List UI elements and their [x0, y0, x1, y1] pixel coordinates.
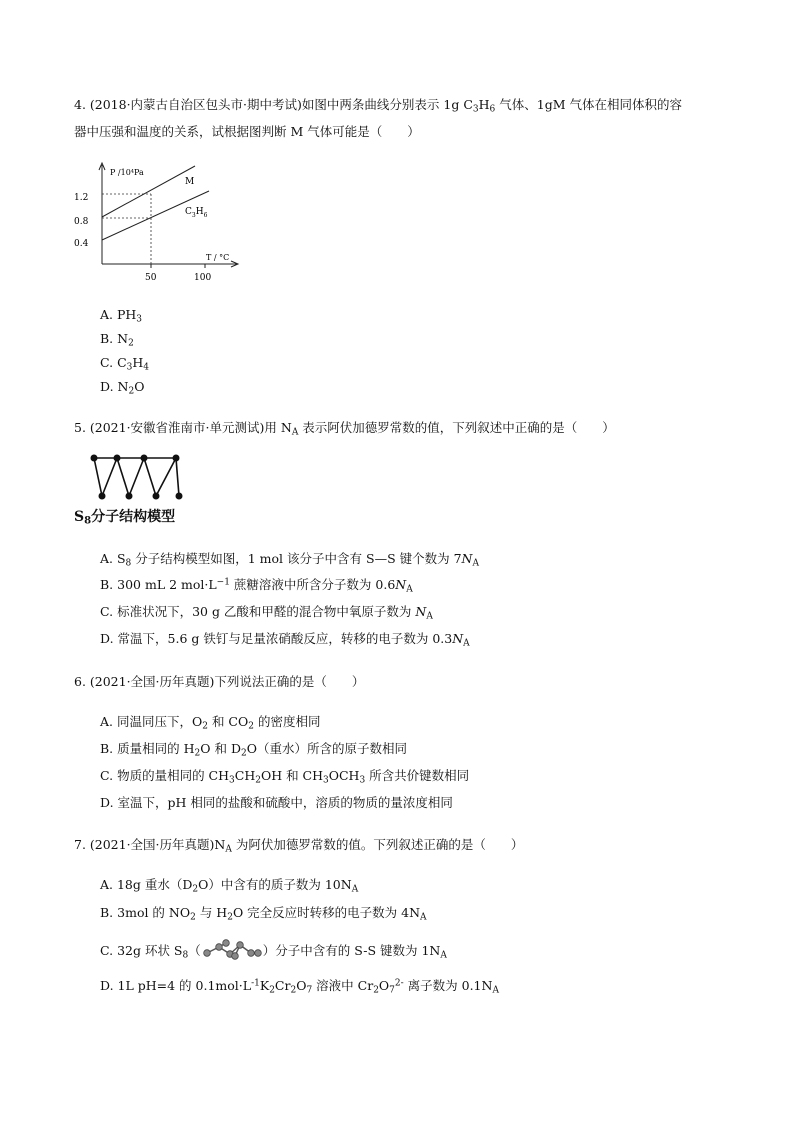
q7-option-c[interactable]: C. 32g 环状 $S_8$（ ）分子中含有的 S-S 键数为 $1N_A$	[100, 939, 447, 961]
q5-option-c[interactable]: C. 标准状况下，30 g 乙酸和甲醛的混合物中氧原子数为 $N_A$	[100, 604, 433, 622]
q5-option-d[interactable]: D. 常温下，5.6 g 铁钉与足量浓硝酸反应，转移的电子数为 $0.3N_A$	[100, 631, 470, 649]
cyclic-s8-icon	[201, 939, 263, 961]
s8-structure-model	[84, 452, 188, 504]
y-axis-label: P /10⁴Pa	[110, 168, 144, 177]
q6-stem: 6. (2021·全国·历年真题)下列说法正确的是（ ）	[74, 674, 365, 689]
q4-option-b[interactable]: B. $N_2$	[100, 331, 134, 349]
s8-model-caption: $S_8$分子结构模型	[74, 509, 176, 527]
curve-m-label: M	[185, 177, 195, 187]
q5-option-a[interactable]: A. $S_8$ 分子结构模型如图，1 mol 该分子中含有 S—S 键个数为 $7N_A$	[100, 551, 479, 569]
curve-c3h6-label: $C_3H_6$	[185, 207, 208, 219]
q5-option-b[interactable]: B. 300 mL 2 $mol\cdot L^{-1}$ 蔗糖溶液中所含分子数为 $0.6N_A$	[100, 577, 413, 595]
q4-option-a[interactable]: A. $PH_3$	[100, 307, 143, 325]
q7-stem: 7. (2021·全国·历年真题)$N_A$ 为阿伏加德罗常数的值。下列叙述正确的是（ ）	[74, 837, 524, 855]
q7-option-a[interactable]: A. 18g 重水$(D_2O)$中含有的质子数为 $10N_A$	[100, 877, 359, 895]
x-axis-label: T / °C	[206, 253, 230, 262]
x-tick: 100	[194, 273, 212, 283]
y-tick: 0.8	[74, 217, 89, 227]
y-tick: 0.4	[74, 239, 89, 249]
q5-stem: 5. (2021·安徽省淮南市·单元测试)用 $N_A$ 表示阿伏加德罗常数的值，下列叙述中正确的是（ ）	[74, 420, 615, 438]
q7-option-d[interactable]: D. 1L pH=4 的 $0.1mol\cdot L^{-1}K_2Cr_2O_7$ 溶液中 $Cr_2O_7^{2-}$ 离子数为 $0.1N_A$	[100, 978, 499, 996]
q4-stem-line2: 器中压强和温度的关系，试根据图判断 M 气体可能是（ ）	[74, 124, 420, 139]
q7-option-b[interactable]: B. 3mol 的 $NO_2$ 与 $H_2O$ 完全反应时转移的电子数为 $4N_A$	[100, 905, 427, 923]
q4-pressure-temperature-graph	[70, 160, 250, 285]
q4-option-c[interactable]: C. $C_3H_4$	[100, 355, 150, 373]
q4-option-d[interactable]: D. $N_2O$	[100, 379, 145, 397]
q6-option-b[interactable]: B. 质量相同的 $H_2O$ 和 $D_2O$（重水）所含的原子数相同	[100, 741, 407, 759]
x-tick: 50	[145, 273, 157, 283]
q4-stem-line1: 4. (2018·内蒙古自治区包头市·期中考试)如图中两条曲线分别表示 1g $C_3H_6$ 气体、1gM 气体在相同体积的容	[74, 97, 682, 115]
q6-option-c[interactable]: C. 物质的量相同的 $CH_3CH_2OH$ 和 $CH_3OCH_3$ 所含共价键数相同	[100, 768, 470, 786]
q6-option-d[interactable]: D. 室温下，pH 相同的盐酸和硫酸中，溶质的物质的量浓度相同	[100, 795, 453, 810]
q6-option-a[interactable]: A. 同温同压下，$O_2$ 和 $CO_2$ 的密度相同	[100, 714, 321, 732]
y-tick: 1.2	[74, 193, 89, 203]
